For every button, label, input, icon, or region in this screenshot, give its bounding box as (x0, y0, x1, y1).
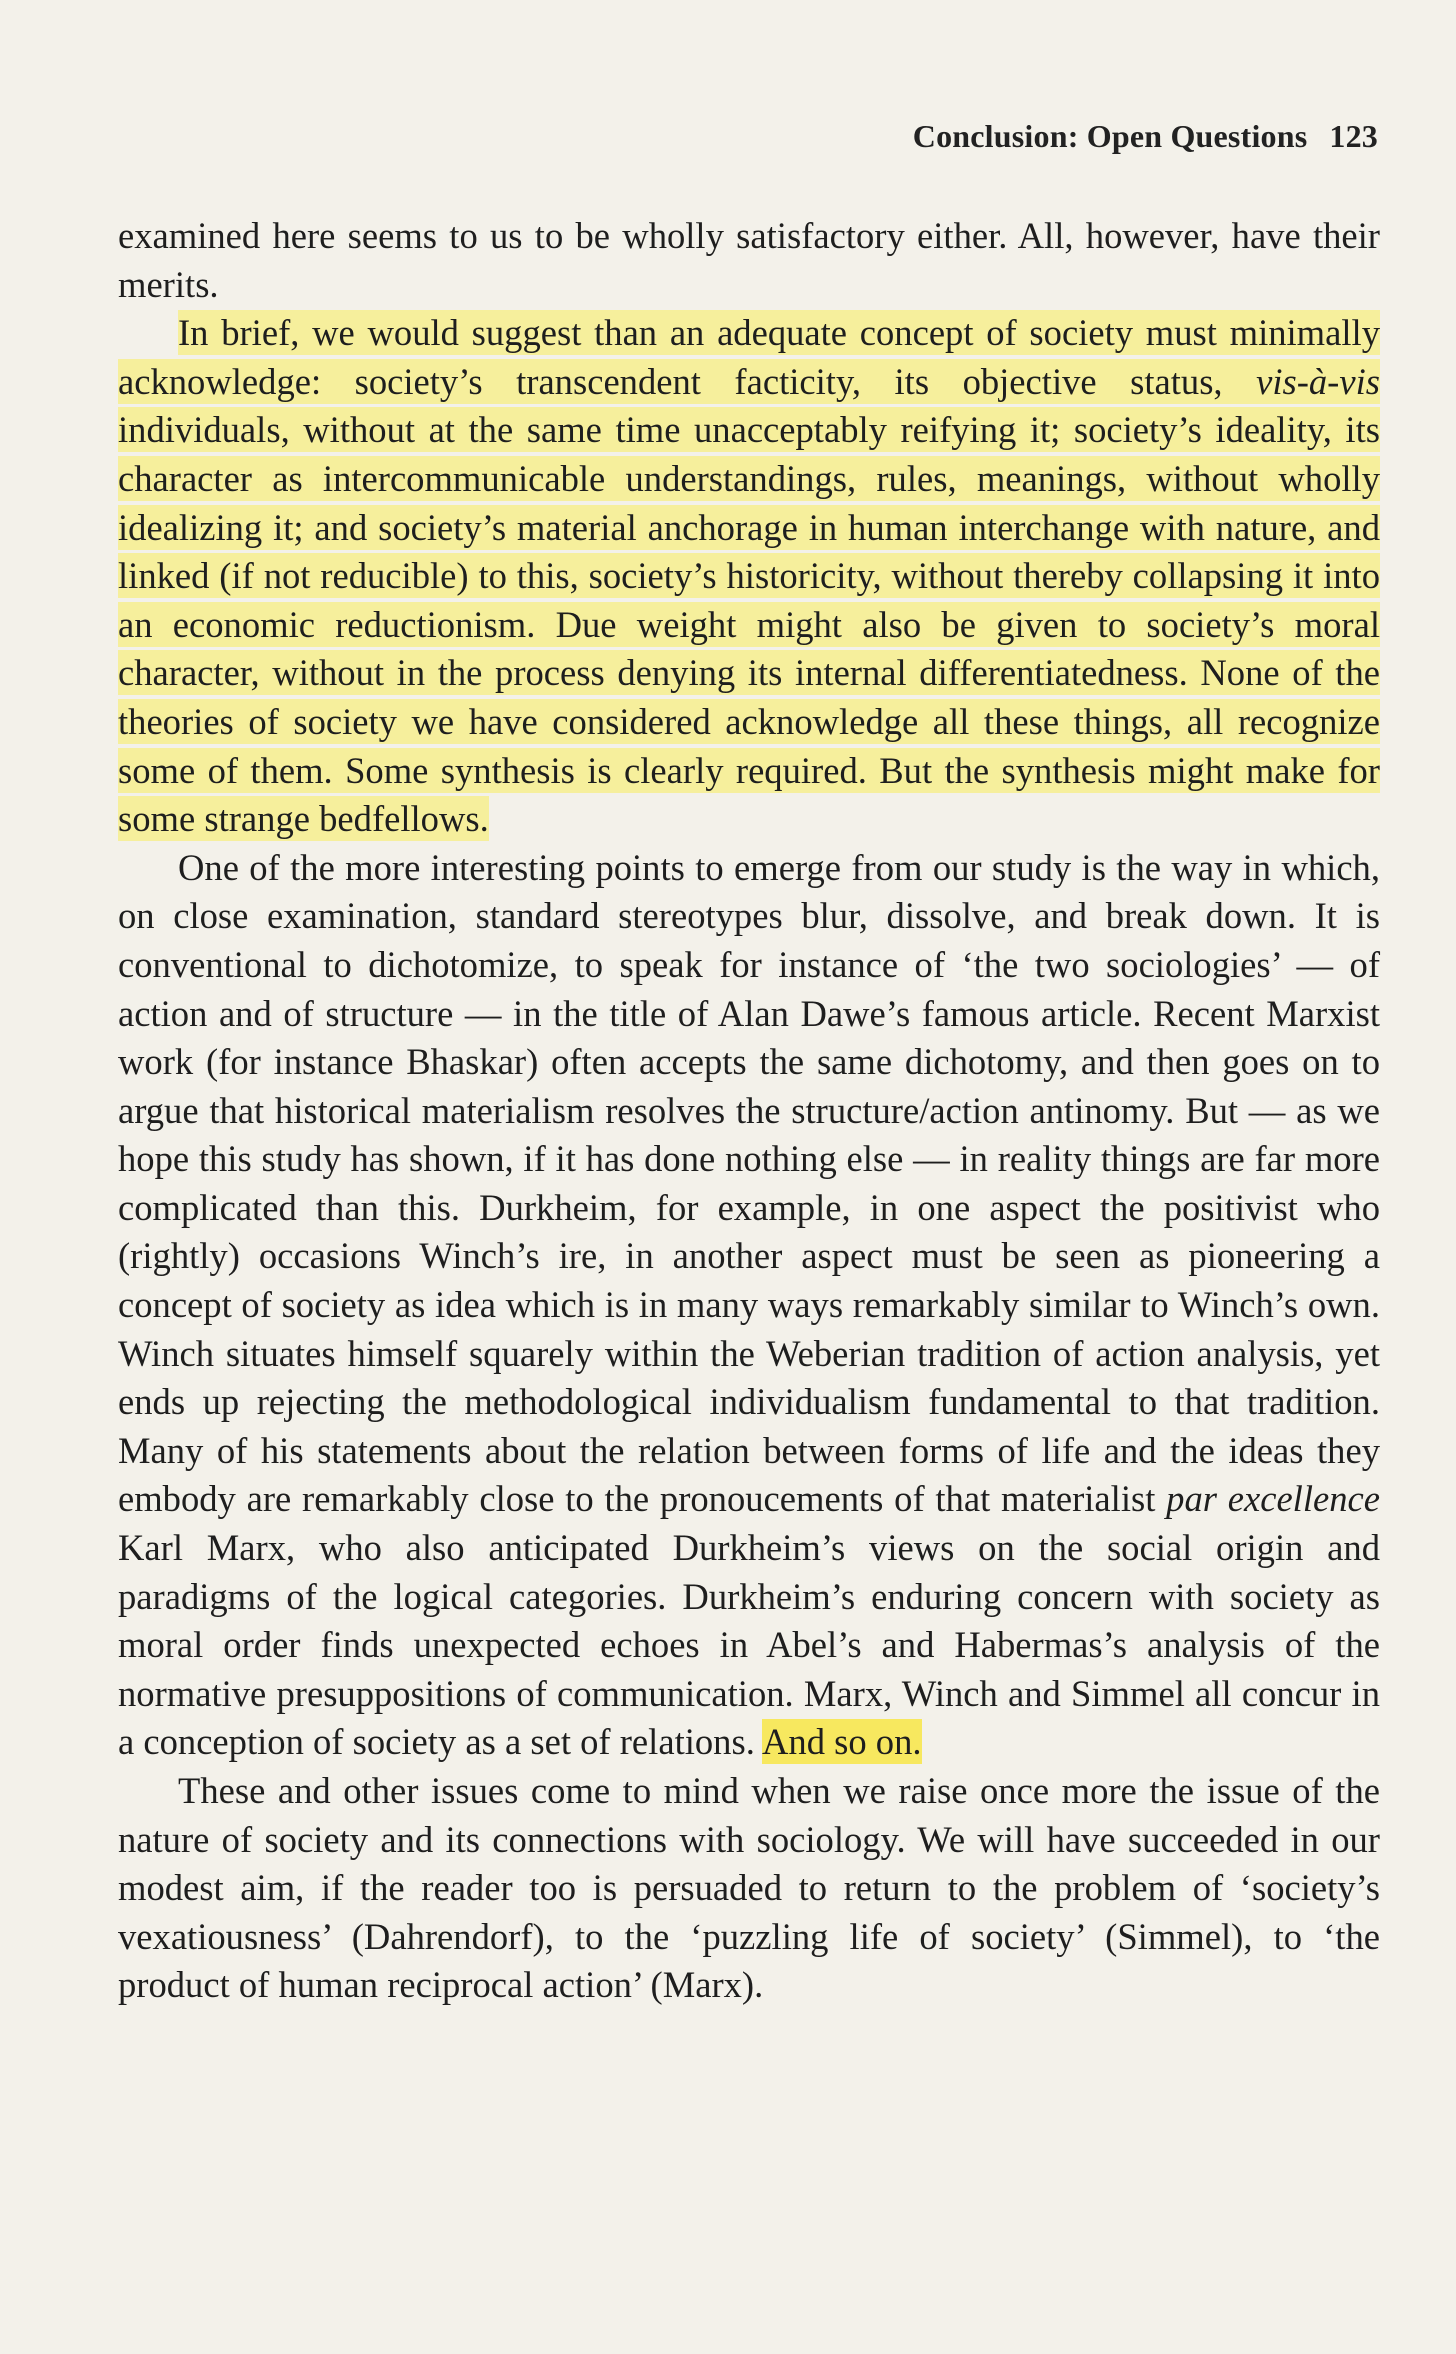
italic-phrase-par-excellence: par excellence (1166, 1478, 1380, 1520)
page-number: 123 (1329, 118, 1378, 154)
highlight-and-so-on: And so on. (761, 1721, 922, 1763)
paragraph-2 (118, 309, 1380, 844)
running-head-title: Conclusion: Open Questions (912, 118, 1308, 154)
paragraph-1: examined here seems to us to be wholly satisfactory either. All, however, have their merits. (118, 215, 1380, 305)
paragraph-3-part-a: One of the more interesting points to emerge from our study is the way in which, on close examination, standard stereotypes blur, dissolve, and break down. It is conventional to dichotomize, to speak for instance of ‘the two sociologies’ — of action and of structure — in the title of Alan Dawe’s famous article. Recent Marxist work (for instance Bhaskar) often accepts the same dichotomy, and then goes on to argue that historical materialism resolves the structure/action antinomy. But — as we hope this study has shown, if it has done nothing else — in reality things are far more complicated than this. Durkheim, for example, in one aspect the positivist who (rightly) occasions Winch’s ire, in another aspect must be seen as pioneering a concept of society as idea which is in many ways remarkably similar to Winch’s own. Winch situates himself squarely within the Weberian tradition of action analysis, yet ends up rejecting the methodological individualism fundamental to that tradition. Many of his statements about the relation between forms of life and the ideas they embody are remarkably close to the pronoucements of that materialist (118, 846, 1380, 1520)
italic-phrase-vis-a-vis: vis-à-vis (1256, 360, 1380, 402)
paragraph-3-part-c: Karl Marx, who also anticipated Durkheim’s views on the social origin and paradigms of the logical categories. Durkheim’s enduring concern with society as moral order finds unexpected echoes in Abel’s and Habermas’s analysis of the normative presuppositions of communication. Marx, Winch and Simmel all concur in a conception of society as a set of relations. (118, 1527, 1380, 1763)
running-head (913, 118, 1378, 155)
paragraph-4: These and other issues come to mind when we raise once more the issue of the nature of society and its connections with sociology. We will have succeeded in our modest aim, if the reader too is persuaded to return to the problem of ‘society’s vexatiousness’ (Dahrendorf), to the ‘puzzling life of society’ (Simmel), to ‘the product of human reciprocal action’ (Marx). (118, 1770, 1380, 2006)
paragraph-3 (118, 844, 1380, 1767)
paragraph-2-part-c: individuals, without at the same time unacceptably reifying it; society’s ideality, its character as intercommunicable understandings, rules, meanings, without wholly idealizing it; and society’s material anchorage in human interchange with nature, and linked (if not reducible) to this, society’s historicity, without thereby collapsing it into an economic reductionism. Due weight might also be given to society’s moral character, without in the process denying its internal differentiatedness. None of the theories of society we have considered acknowledge all these things, all recognize some of them. Some synthesis is clearly required. But the synthesis might make for some strange bedfellows. (118, 409, 1380, 840)
highlight-passage (118, 310, 1380, 841)
paragraph-2-part-a: In brief, we would suggest than an adequate concept of society must minimally acknowledge: society’s transcendent facticity, its objective status, (118, 312, 1380, 402)
body-text (118, 212, 1380, 2010)
